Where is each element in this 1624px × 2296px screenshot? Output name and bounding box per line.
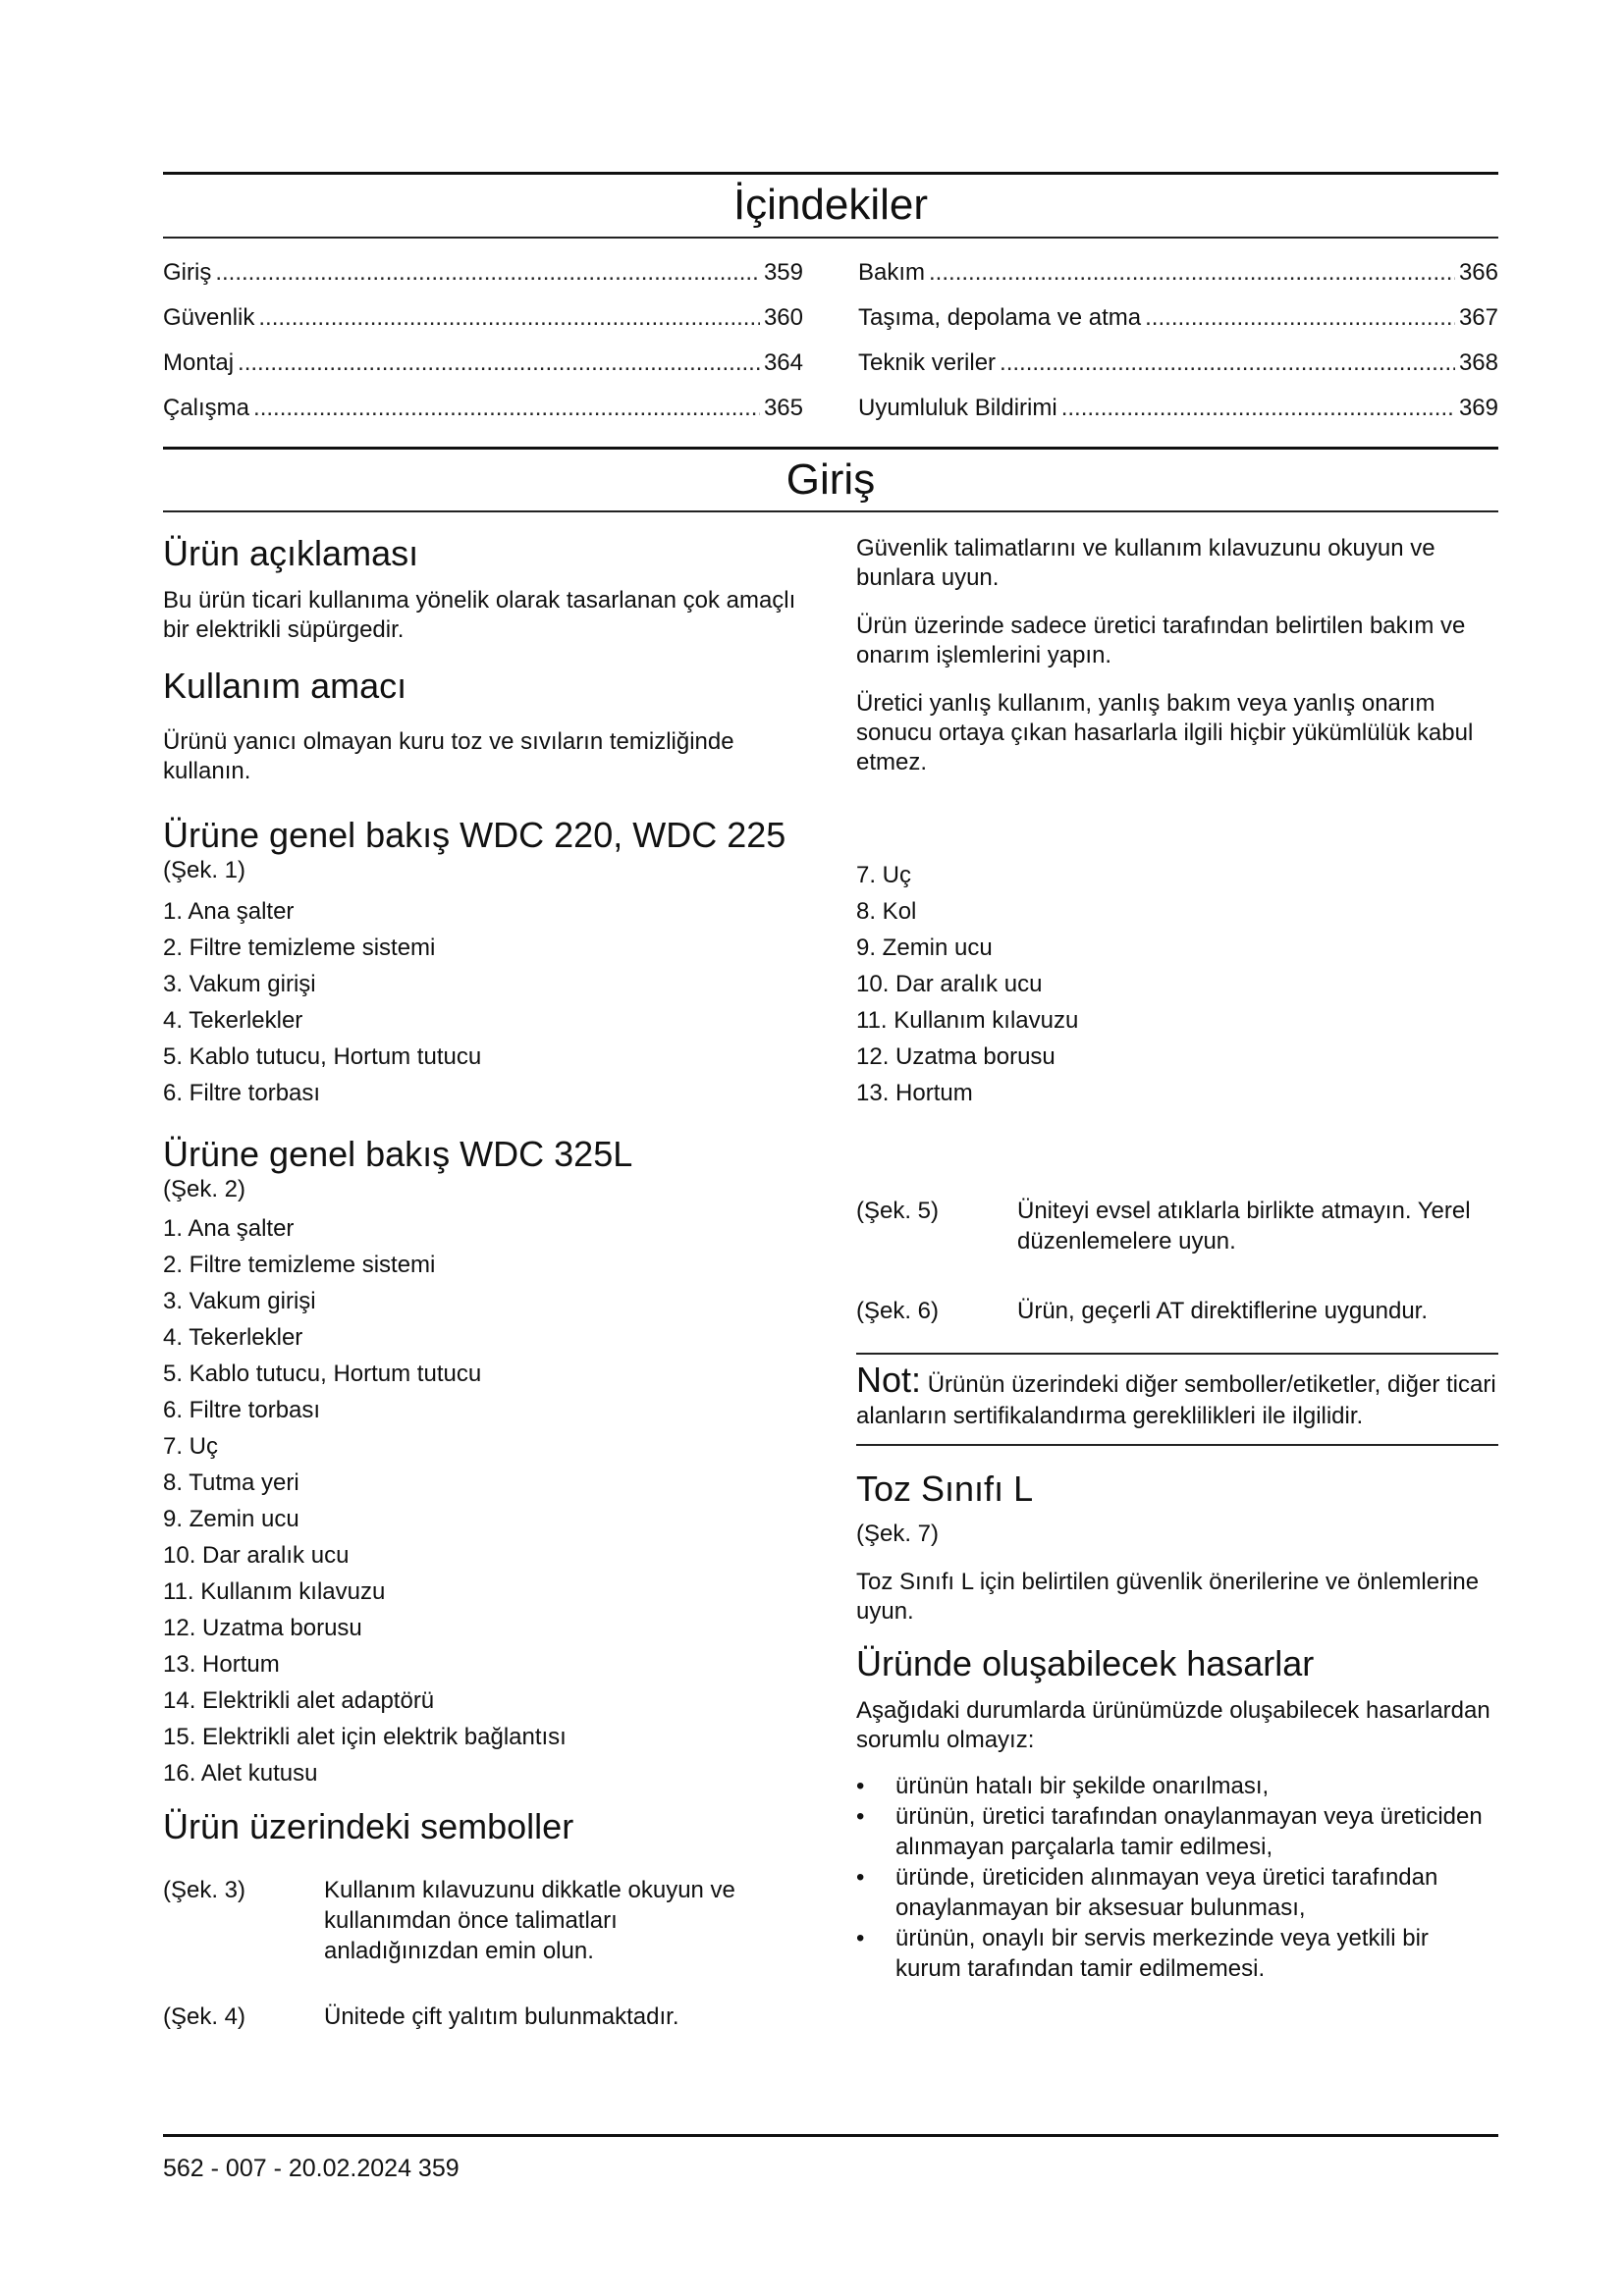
intro-block: [163, 532, 1498, 785]
symbol-figure-ref: (Şek. 6): [856, 1297, 940, 1324]
list-item: 16. Alet kutusu: [163, 1759, 318, 1787]
overview-wdc325l-heading: Ürüne genel bakış WDC 325L: [163, 1133, 633, 1174]
list-item: 13. Hortum: [856, 1079, 973, 1106]
toc-entry[interactable]: Teknik veriler ..... 368: [858, 341, 1498, 386]
list-item: 6. Filtre torbası: [163, 1079, 321, 1106]
overview-wdc325l-list: [163, 1210, 805, 1791]
product-description-text: Bu ürün ticari kullanıma yönelik olarak tasarlanan çok amaçlı bir elektrikli süpürgedir.: [163, 587, 796, 644]
damage-text: Aşağıdaki durumlarda ürünümüzde oluşabilecek hasarlardan sorumlu olmayız:: [856, 1697, 1490, 1754]
symbol-entry: [856, 1296, 1498, 1326]
list-item: 12. Uzatma borusu: [856, 1042, 1056, 1070]
footer-text: 562 - 007 - 20.02.2024 359: [163, 2155, 460, 2182]
overview-wdc220-heading: Ürüne genel bakış WDC 220, WDC 225: [163, 814, 786, 855]
list-item: 7. Uç: [856, 861, 912, 888]
damage-heading: Üründe oluşabilecek hasarlar: [856, 1642, 1315, 1683]
toc-right-column: [858, 250, 1498, 431]
toc-top-rule: [163, 172, 1498, 175]
toc-entry[interactable]: Giriş ..... 359: [163, 250, 803, 295]
symbol-description: Kullanım kılavuzunu dikkatle okuyun ve kullanımdan önce talimatları anladığınızdan emin olun.: [324, 1877, 735, 1965]
intro-title: Giriş: [785, 454, 876, 504]
dust-class-heading: Toz Sınıfı L: [856, 1468, 1034, 1509]
list-item: 10. Dar aralık ucu: [856, 970, 1043, 997]
note-text: Ürünün üzerindeki diğer semboller/etiketler, diğer ticari alanların sertifikalandırma gereklilikleri ile ilgilidir.: [856, 1370, 1496, 1429]
toc-entry[interactable]: Taşıma, depolama ve atma ..... 367: [858, 295, 1498, 341]
toc-title: İçindekiler: [732, 181, 929, 229]
list-item: 2. Filtre temizleme sistemi: [163, 1251, 436, 1278]
lower-block: [163, 1133, 1498, 2032]
page-footer: [163, 2134, 1498, 2183]
product-description-heading: Ürün açıklaması: [163, 533, 419, 574]
list-item: 4. Tekerlekler: [163, 1323, 303, 1351]
symbol-entry: [163, 2002, 805, 2032]
table-of-contents: [163, 239, 1498, 447]
dust-class-text: Toz Sınıfı L için belirtilen güvenlik önerilerine ve önlemlerine uyun.: [856, 1568, 1480, 1625]
list-item: 11. Kullanım kılavuzu: [163, 1577, 386, 1605]
list-item: 2. Filtre temizleme sistemi: [163, 934, 436, 961]
list-item: • ürünün hatalı bir şekilde onarılması,: [856, 1773, 1270, 1800]
list-item: 5. Kablo tutucu, Hortum tutucu: [163, 1042, 482, 1070]
intro-top-rule: [163, 447, 1498, 450]
list-item: 15. Elektrikli alet için elektrik bağlantısı: [163, 1723, 567, 1750]
safety-paragraph: Güvenlik talimatlarını ve kullanım kılavuzunu okuyun ve bunlara uyun.: [856, 535, 1435, 592]
lower-left-column: [163, 1133, 805, 2032]
symbol-figure-ref: (Şek. 4): [163, 2003, 246, 2031]
toc-left-column: [163, 250, 803, 431]
dust-class-figure-ref: (Şek. 7): [856, 1520, 940, 1547]
damage-bullet-list: [856, 1771, 1498, 1984]
list-item: 11. Kullanım kılavuzu: [856, 1006, 1079, 1034]
list-item: 7. Uç: [163, 1432, 219, 1460]
toc-entry[interactable]: Bakım ..... 366: [858, 250, 1498, 295]
list-item: 3. Vakum girişi: [163, 970, 316, 997]
overview-wdc220-figure-ref: (Şek. 1): [163, 856, 246, 883]
toc-entry[interactable]: Montaj ..... 364: [163, 341, 803, 386]
intended-use-text: Ürünü yanıcı olmayan kuru toz ve sıvıların temizliğinde kullanın.: [163, 727, 734, 784]
note-top-rule: [856, 1353, 1498, 1355]
maintenance-paragraph: Ürün üzerinde sadece üretici tarafından belirtilen bakım ve onarım işlemlerini yapın.: [856, 613, 1466, 669]
toc-entry[interactable]: Çalışma ..... 365: [163, 386, 803, 431]
list-item: 9. Zemin ucu: [856, 934, 993, 961]
page-content: [163, 172, 1498, 2032]
footer-rule: [163, 2134, 1498, 2137]
list-item: 14. Elektrikli alet adaptörü: [163, 1686, 435, 1714]
symbol-entry: [163, 1875, 805, 1966]
overview-wdc220-list-left: [163, 893, 805, 1111]
list-item: 10. Dar aralık ucu: [163, 1541, 350, 1569]
list-item: 13. Hortum: [163, 1650, 280, 1678]
note-label: Not:: [856, 1359, 922, 1400]
intro-left-column: [163, 532, 805, 785]
list-item: • ürünün, üretici tarafından onaylanmayan veya üreticiden alınmayan parçalarla tamir edilmesi,: [856, 1803, 1483, 1861]
symbol-description: Ürün, geçerli AT direktiflerine uygundur.: [1017, 1297, 1428, 1324]
list-item: 12. Uzatma borusu: [163, 1614, 362, 1641]
list-item: 3. Vakum girişi: [163, 1287, 316, 1314]
list-item: • ürünün, onaylı bir servis merkezinde veya yetkili bir kurum tarafından tamir edilmemesi.: [856, 1925, 1429, 1983]
toc-entry[interactable]: Güvenlik ..... 360: [163, 295, 803, 341]
symbols-heading: Ürün üzerindeki semboller: [163, 1805, 574, 1846]
intended-use-heading: Kullanım amacı: [163, 666, 407, 707]
list-item: 1. Ana şalter: [163, 1214, 295, 1242]
list-item: • üründe, üreticiden alınmayan veya üretici tarafından onaylanmayan bir aksesuar bulunması,: [856, 1864, 1438, 1922]
lower-right-column: [856, 1133, 1498, 2032]
list-item: 5. Kablo tutucu, Hortum tutucu: [163, 1360, 482, 1387]
symbol-figure-ref: (Şek. 3): [163, 1877, 246, 1904]
symbol-description: Ünitede çift yalıtım bulunmaktadır.: [324, 2003, 679, 2031]
note-bottom-rule: [856, 1444, 1498, 1446]
intro-title-rule: [163, 510, 1498, 512]
note: [856, 1359, 1498, 1432]
symbol-entry: [856, 1196, 1498, 1256]
list-item: 8. Tutma yeri: [163, 1468, 299, 1496]
overview-wdc220-block: [163, 814, 1498, 1111]
overview-wdc220-left: [163, 814, 805, 1111]
symbol-description: Üniteyi evsel atıklarla birlikte atmayın. Yerel düzenlemelere uyun.: [1017, 1197, 1471, 1255]
liability-paragraph: Üretici yanlış kullanım, yanlış bakım veya yanlış onarım sonucu ortaya çıkan hasarlarla ilgili hiçbir yükümlülük kabul etmez.: [856, 690, 1474, 776]
overview-wdc220-right: [856, 814, 1498, 1111]
list-item: 9. Zemin ucu: [163, 1505, 299, 1532]
list-item: 1. Ana şalter: [163, 897, 295, 925]
list-item: 6. Filtre torbası: [163, 1396, 321, 1423]
symbol-figure-ref: (Şek. 5): [856, 1197, 940, 1224]
list-item: 8. Kol: [856, 897, 917, 925]
list-item: 4. Tekerlekler: [163, 1006, 303, 1034]
overview-wdc325l-figure-ref: (Şek. 2): [163, 1175, 246, 1202]
intro-right-column: [856, 532, 1498, 785]
overview-wdc220-list-right: [856, 857, 1498, 1111]
toc-entry[interactable]: Uyumluluk Bildirimi ..... 369: [858, 386, 1498, 431]
